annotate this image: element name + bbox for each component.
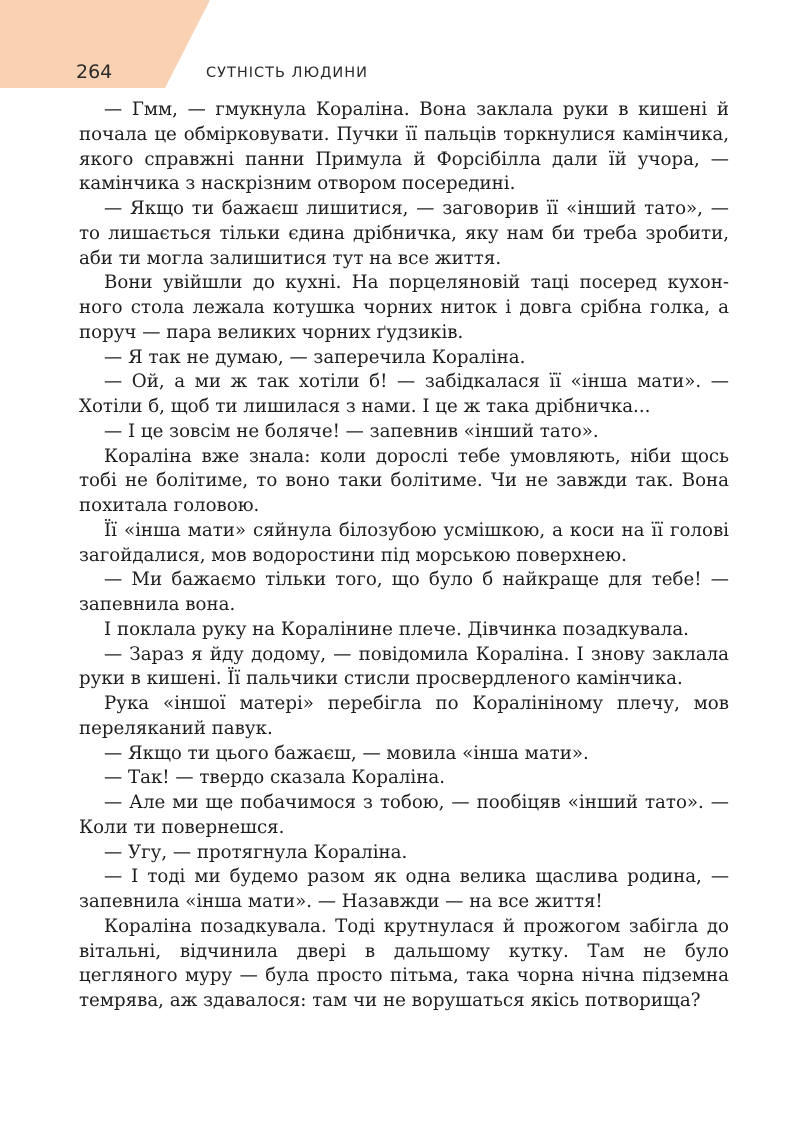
paragraph: — Але ми ще побачимося з тобою, — пообіцяв «інший тато». — Коли ти повернешся. <box>79 792 729 838</box>
page-number: 264 <box>76 61 113 83</box>
paragraph: Рука «іншої матері» перебігла по Коралініному плечу, мов переляканий павук. <box>79 693 729 739</box>
paragraph: — Зараз я йду додому, — повідомила Кораліна. І знову заклала руки в кишені. Її пальчики стисли просвердленого камінчика. <box>79 643 729 690</box>
paragraph: — Так! — твердо сказала Кораліна. <box>104 767 445 789</box>
paragraph: — Я так не думаю, — заперечила Кораліна. <box>104 346 526 368</box>
paragraph: — Ой, а ми ж так хотіли б! — забідкалася її «інша мати». — Хотіли б, щоб ти лишилася з нами. І це ж така дрібничка... <box>79 371 729 417</box>
paragraph: — І це зовсім не боляче! — запевнив «інший тато». <box>104 420 599 442</box>
paragraph: Вони увійшли до кухні. На порцеляновій таці посеред кухонного стола лежала котушка чорних ниток і довга срібна голка, а поруч — пара великих чорних ґудзиків. <box>79 272 729 343</box>
paragraph: Кораліна вже знала: коли дорослі тебе умовляють, ніби щось тобі не болітиме, то воно таки болітиме. Чи не завжди так. Вона похитала головою. <box>79 445 729 516</box>
paragraph: — Гмм, — гмукнула Кораліна. Вона заклала руки в кишені й почала це обмірковувати. Пучки її пальців торкнулися камінчика, якого справжні панни Примула й Форсібілла дали їй учора, — камінчика з наскрізним отвором посередині. <box>79 99 729 195</box>
paragraph: — Ми бажаємо тільки того, що було б найкраще для тебе! — запевнила вона. <box>79 569 729 615</box>
paragraph: — І тоді ми будемо разом як одна велика щаслива родина, — запевнила «інша мати». — Назавжди — на все життя! <box>79 866 729 912</box>
paragraph: Її «інша мати» сяйнула білозубою усмішкою, а коси на її голові загойдалися, мов водоростини під морською поверхнею. <box>79 519 729 566</box>
paragraph: — Угу, — протягнула Кораліна. <box>104 841 408 863</box>
paragraph: — Якщо ти цього бажаєш, — мовила «інша мати». <box>104 742 589 764</box>
paragraph: І поклала руку на Коралінине плече. Дівчинка позадкувала. <box>104 618 689 640</box>
story-text <box>79 98 729 1014</box>
paragraph: Кораліна позадкувала. Тоді крутнулася й прожогом забігла до вітальні, відчинила двері в дальшому кутку. Там не було цегляного муру — була просто пітьма, така чорна нічна підземна темрява, аж здавалося: там чи не ворушаться якісь потворища? <box>79 915 729 1011</box>
paragraph: — Якщо ти бажаєш лишитися, — заговорив її «інший тато», — то лишається тільки єдина дрібничка, яку нам би треба зробити, аби ти могла залишитися тут на все життя. <box>79 198 729 269</box>
section-title: СУТНІСТЬ ЛЮДИНИ <box>206 65 369 81</box>
